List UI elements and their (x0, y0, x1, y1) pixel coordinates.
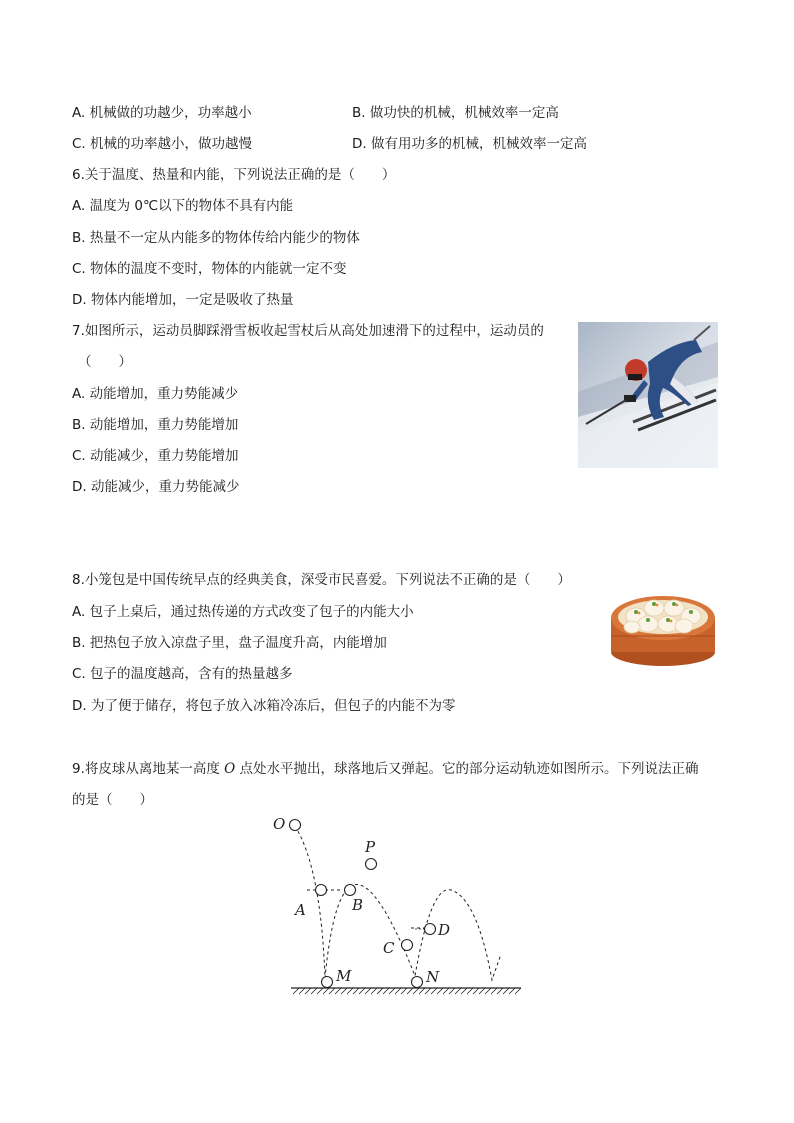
q6-option-b: B. 热量不一定从内能多的物体传给内能少的物体 (72, 230, 360, 246)
q9-stem-line2: 的是（ ） (72, 792, 153, 808)
ball-d (425, 924, 436, 935)
q7-stem-blank: （ ） (78, 354, 132, 370)
label-n: N (426, 968, 440, 986)
label-o: O (273, 815, 286, 833)
q9-stem (72, 760, 699, 778)
ball-trajectory-diagram (265, 808, 530, 1000)
q7-stem: 7.如图所示，运动员脚踩滑雪板收起雪杖后从高处加速滑下的过程中，运动员的 (72, 323, 544, 339)
ball-c (402, 940, 413, 951)
q5-option-c: C. 机械的功率越小，做功越慢 (72, 136, 253, 152)
q5-option-a: A. 机械做的功越少，功率越小 (72, 105, 252, 121)
ball-n (412, 977, 423, 988)
ground-hatching (293, 988, 521, 994)
ball-b (345, 885, 356, 896)
ball-a (316, 885, 327, 896)
q6-stem: 6.关于温度、热量和内能，下列说法正确的是（ ） (72, 167, 396, 183)
q5-option-d: D. 做有用功多的机械，机械效率一定高 (352, 136, 587, 152)
q8-option-b: B. 把热包子放入凉盘子里，盘子温度升高，内能增加 (72, 635, 387, 651)
q9-stem-point-o: O (224, 761, 236, 777)
label-d: D (438, 921, 451, 939)
q6-option-c: C. 物体的温度不变时，物体的内能就一定不变 (72, 261, 347, 277)
q9-stem-part1: 9.将皮球从离地某一高度 (72, 761, 225, 777)
q8-option-c: C. 包子的温度越高，含有的热量越多 (72, 666, 293, 682)
skier-image (578, 322, 718, 468)
ball-m (322, 977, 333, 988)
q7-option-c: C. 动能减少，重力势能增加 (72, 448, 239, 464)
q6-option-a: A. 温度为 0℃以下的物体不具有内能 (72, 198, 294, 214)
q5-option-b: B. 做功快的机械，机械效率一定高 (352, 105, 559, 121)
q8-stem: 8.小笼包是中国传统早点的经典美食，深受市民喜爱。下列说法不正确的是（ ） (72, 572, 571, 588)
label-c: C (383, 939, 395, 957)
q7-option-b: B. 动能增加，重力势能增加 (72, 417, 239, 433)
label-m: M (336, 967, 352, 985)
ball-p (366, 859, 377, 870)
q6-option-d: D. 物体内能增加，一定是吸收了热量 (72, 292, 294, 308)
q7-option-d: D. 动能减少，重力势能减少 (72, 479, 240, 495)
ball-o (290, 820, 301, 831)
q8-option-d: D. 为了便于储存，将包子放入冰箱冷冻后，但包子的内能不为零 (72, 698, 456, 714)
q7-option-a: A. 动能增加，重力势能减少 (72, 386, 239, 402)
label-p: P (365, 838, 376, 856)
q8-option-a: A. 包子上桌后，通过热传递的方式改变了包子的内能大小 (72, 604, 414, 620)
q9-stem-part2: 点处水平抛出，球落地后又弹起。它的部分运动轨迹如图所示。下列说法正确 (235, 761, 699, 777)
xiaolongbao-image (606, 570, 720, 670)
label-b: B (352, 896, 364, 914)
trajectory-path (295, 826, 501, 980)
label-a: A (295, 901, 306, 919)
